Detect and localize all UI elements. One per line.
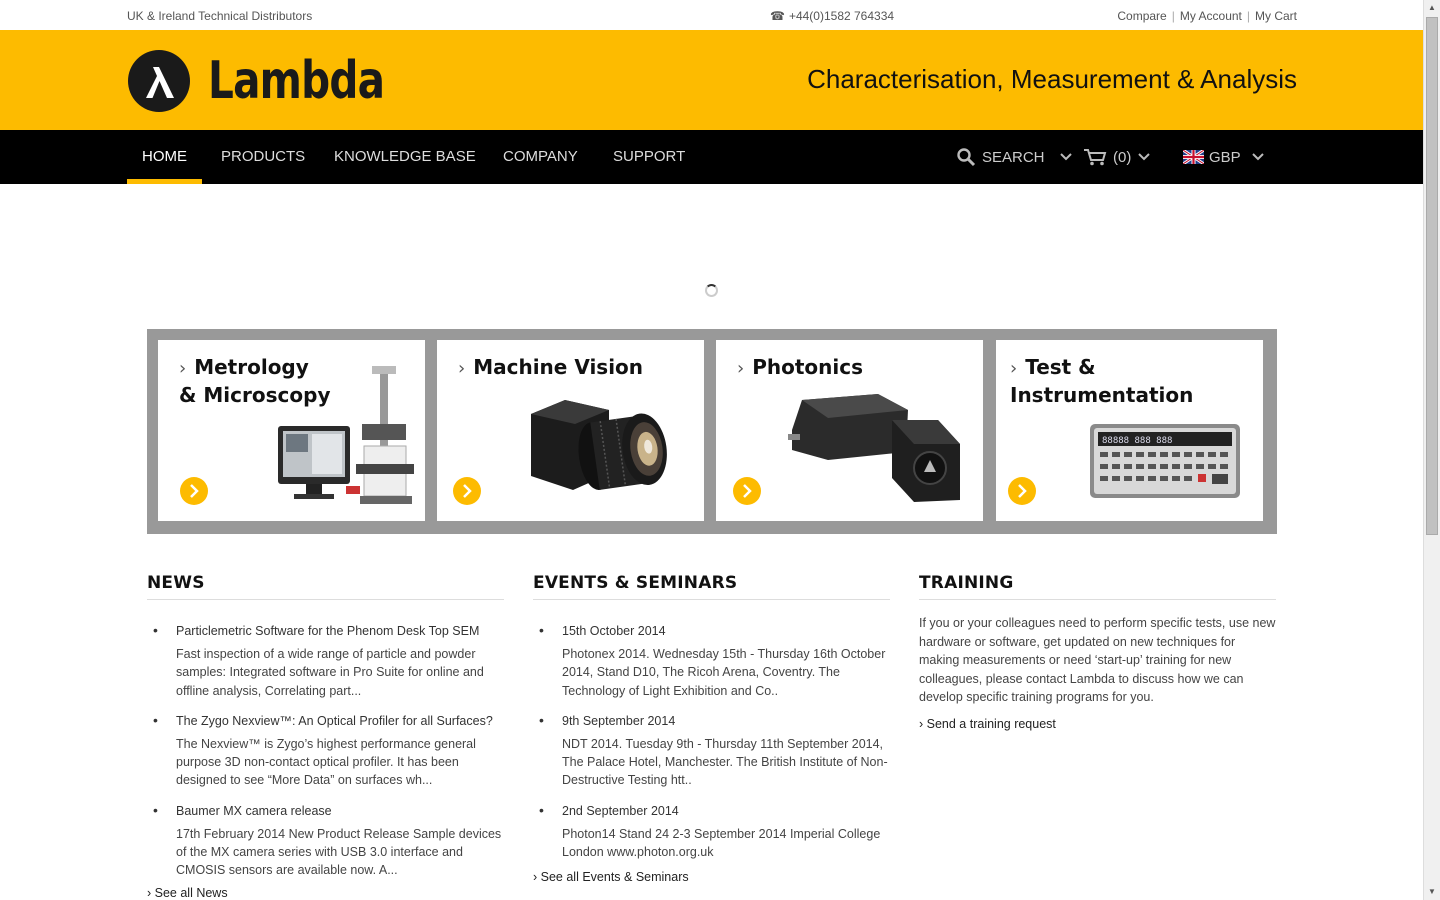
search-icon (956, 147, 976, 167)
phone-number (770, 9, 894, 23)
training-text: If you or your colleagues need to perform specific tests, use new hardware or software, get updated on new techniques for making measurements or need ‘start-up’ training for new colleagues, please contact Lambda to discuss how we can develop specific training programs for you. (919, 616, 1276, 705)
search-toggle[interactable] (956, 130, 1073, 184)
uk-flag-icon (1183, 150, 1204, 164)
event-item-title[interactable]: • 15th October 2014 (562, 624, 666, 638)
account-links (1117, 9, 1297, 23)
category-title-line1: Metrology (194, 355, 309, 379)
phone-icon: ☎ (770, 9, 785, 23)
training-section (919, 573, 1276, 731)
arrow-right-icon (180, 477, 208, 505)
scrollbar-thumb[interactable] (1426, 17, 1438, 535)
event-item-title[interactable]: • 9th September 2014 (562, 713, 676, 728)
arrow-right-icon (1008, 477, 1036, 505)
event-item-desc: NDT 2014. Tuesday 9th - Thursday 11th September 2014, The Palace Hotel, Manchester. The British Institute of Non-Destructive Testing htt.. (562, 736, 888, 788)
news-item-desc: The Nexview™ is Zygo’s highest performance general purpose 3D non-contact optical profiler. It has been designed to see “More Data” on surfaces wh... (176, 736, 476, 788)
event-item-desc: Photonex 2014. Wednesday 15th - Thursday 16th October 2014, Stand D10, The Ricoh Arena, Coventry. The Technology of Light Exhibition and Co.. (562, 647, 886, 698)
separator: | (1171, 9, 1175, 23)
chevron-down-icon (1251, 152, 1265, 162)
event-item-desc: Photon14 Stand 24 2-3 September 2014 Imperial College London www.photon.org.uk (562, 826, 881, 860)
arrow-right-icon (453, 477, 481, 505)
news-item-title[interactable]: • Particlemetric Software for the Phenom Desk Top SEM (176, 624, 480, 638)
news-heading: NEWS (147, 573, 504, 600)
category-title-line2: & Microscopy (179, 383, 331, 407)
scroll-down-icon[interactable]: ▼ (1428, 887, 1436, 896)
nav-knowledge-base[interactable]: KNOWLEDGE BASE (334, 148, 476, 165)
nav-support[interactable]: SUPPORT (613, 148, 686, 165)
cart-count: (0) (1113, 148, 1132, 166)
training-heading: TRAINING (919, 573, 1276, 600)
category-go-button[interactable] (733, 477, 761, 505)
svg-text:88888 888 888: 88888 888 888 (1102, 436, 1173, 446)
nav-home[interactable]: HOME (142, 130, 187, 184)
main-nav (0, 130, 1423, 184)
cart-icon (1083, 148, 1107, 166)
see-all-events-link[interactable]: › See all Events & Seminars (533, 870, 689, 885)
list-item (176, 622, 504, 700)
nav-company[interactable]: COMPANY (503, 148, 578, 165)
compare-link[interactable]: Compare (1117, 9, 1167, 23)
instrument-image (1088, 422, 1242, 500)
category-go-button[interactable] (1008, 477, 1036, 505)
category-title (1010, 354, 1193, 409)
my-account-link[interactable]: My Account (1179, 9, 1242, 23)
category-go-button[interactable] (180, 477, 208, 505)
news-item-desc: 17th February 2014 New Product Release Sample devices of the MX camera series with USB 3.0 interface and CMOSIS sensors are available now. A... (176, 826, 502, 878)
news-item-title[interactable]: • Baumer MX camera release (176, 803, 332, 818)
cart-toggle[interactable] (1083, 130, 1151, 184)
phone-text: +44(0)1582 764334 (788, 9, 895, 23)
chevron-right-icon: › (1010, 358, 1018, 379)
chevron-down-icon (1137, 152, 1151, 162)
scroll-up-icon[interactable]: ▲ (1428, 3, 1436, 12)
currency-label: GBP (1209, 148, 1241, 166)
news-section (147, 573, 504, 900)
my-cart-link[interactable]: My Cart (1255, 9, 1297, 23)
chevron-right-icon: › (179, 358, 187, 379)
camera-image (525, 394, 675, 504)
arrow-right-icon (733, 477, 761, 505)
loading-spinner-icon (705, 284, 718, 297)
lambda-symbol-icon (128, 50, 190, 112)
chevron-down-icon (1059, 152, 1073, 162)
list-item (562, 712, 890, 790)
currency-selector[interactable] (1183, 130, 1265, 184)
distributor-text: UK & Ireland Technical Distributors (127, 9, 313, 23)
nav-products[interactable]: PRODUCTS (221, 148, 306, 165)
category-panel (147, 329, 1277, 534)
vertical-scrollbar[interactable] (1423, 0, 1440, 900)
search-label: SEARCH (982, 148, 1045, 166)
category-card-photonics[interactable] (716, 340, 983, 521)
top-bar (0, 0, 1423, 30)
news-item-title[interactable]: • The Zygo Nexview™: An Optical Profiler for all Surfaces? (176, 713, 493, 728)
news-list (147, 622, 504, 880)
events-section (533, 573, 890, 884)
events-heading: EVENTS & SEMINARS (533, 573, 890, 600)
photonics-device-image (788, 390, 968, 508)
event-item-title[interactable]: • 2nd September 2014 (562, 803, 679, 818)
list-item (562, 622, 890, 700)
lambda-logo[interactable] (128, 50, 434, 112)
logo-text: Lambda (208, 51, 385, 111)
category-card-test-instrumentation[interactable] (996, 340, 1263, 521)
category-title (458, 354, 643, 382)
list-item (562, 802, 890, 862)
category-title-line1: Photonics (752, 355, 863, 379)
events-list (533, 622, 890, 861)
category-card-machine-vision[interactable] (437, 340, 704, 521)
list-item (176, 712, 504, 790)
chevron-right-icon: › (737, 358, 745, 379)
site-header (0, 30, 1423, 130)
training-request-link[interactable]: › Send a training request (919, 716, 1056, 731)
news-item-desc: Fast inspection of a wide range of particle and powder samples: Integrated software in Pro Suite for online and offline analysis, Correlating part... (176, 647, 484, 698)
separator: | (1246, 9, 1250, 23)
category-title-line2: Instrumentation (1010, 383, 1194, 407)
microscope-image (276, 364, 416, 509)
category-go-button[interactable] (453, 477, 481, 505)
see-all-news-link[interactable]: › See all News (147, 885, 228, 900)
category-title (737, 354, 863, 382)
list-item (176, 802, 504, 880)
category-card-metrology[interactable] (158, 340, 425, 521)
tagline: Characterisation, Measurement & Analysis (807, 64, 1297, 94)
category-title-line1: Test & (1025, 355, 1096, 379)
chevron-right-icon: › (458, 358, 466, 379)
category-title-line1: Machine Vision (473, 355, 644, 379)
